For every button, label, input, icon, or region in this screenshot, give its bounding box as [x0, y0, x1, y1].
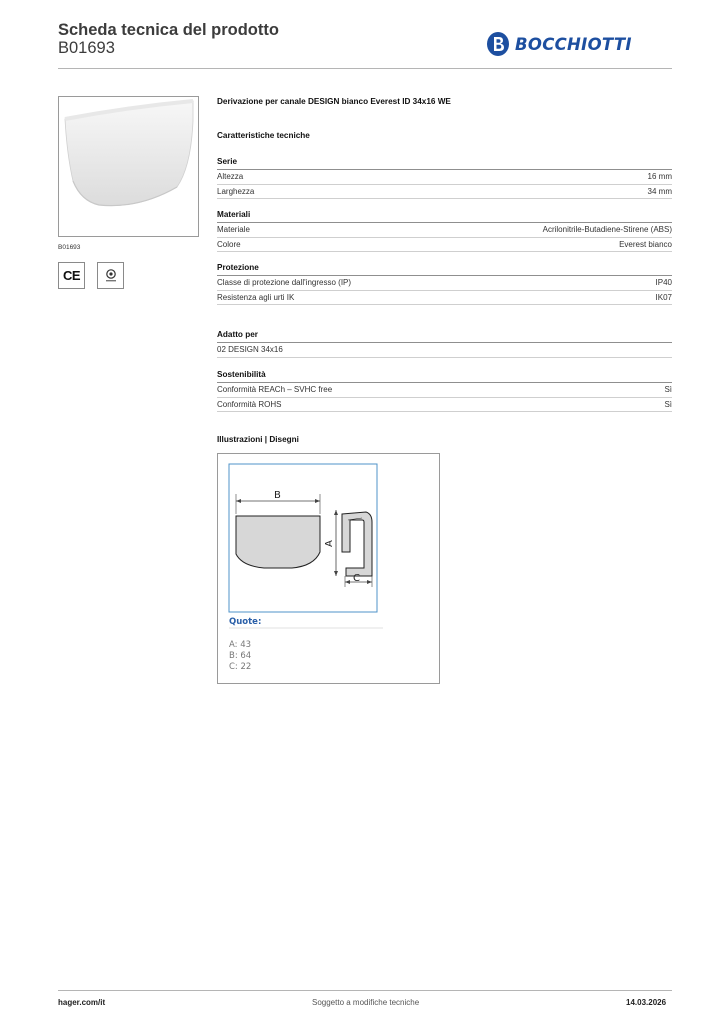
image-caption: B01693	[58, 244, 81, 251]
group-title: Materiali	[217, 209, 672, 223]
imq-mark	[97, 262, 124, 289]
specs-heading: Caratteristiche tecniche	[217, 131, 310, 140]
quote-title: Quote:	[229, 617, 262, 627]
group-title: Adatto per	[217, 329, 672, 343]
spec-value: Sì	[664, 385, 672, 394]
spec-label: Classe di protezione dall'ingresso (IP)	[217, 278, 352, 287]
spec-group-materiali	[217, 209, 672, 252]
dim-b-label: B	[274, 490, 281, 501]
brand-logo-icon	[486, 31, 510, 57]
technical-drawing	[217, 453, 440, 684]
imq-icon	[102, 267, 120, 285]
spec-row	[217, 343, 672, 358]
spec-value: Everest bianco	[619, 239, 672, 249]
page-title: Scheda tecnica del prodotto	[58, 21, 279, 39]
brand-name: BOCCHIOTTI	[515, 34, 632, 54]
footer-website-link[interactable]: hager.com/it	[58, 998, 106, 1007]
brand-logo	[486, 30, 666, 58]
spec-group-protezione	[217, 262, 672, 305]
spec-label: Colore	[217, 239, 241, 249]
spec-label: 02 DESIGN 34x16	[217, 345, 283, 354]
product-photo-icon	[59, 97, 198, 236]
dimension-drawing-icon	[218, 454, 439, 683]
product-description: Derivazione per canale DESIGN bianco Everest ID 34x16 WE	[217, 97, 451, 106]
spec-value: Acrilonitrile-Butadiene-Stirene (ABS)	[542, 225, 672, 234]
quote-c: C: 22	[229, 662, 252, 672]
dim-c-label: C	[353, 573, 360, 584]
footer-divider	[58, 990, 672, 991]
header-divider	[58, 68, 672, 69]
quote-a: A: 43	[229, 640, 252, 650]
illustrations-heading: Illustrazioni | Disegni	[217, 435, 299, 444]
spec-group-adatto	[217, 329, 672, 358]
spec-value: 16 mm	[647, 172, 672, 181]
footer-date: 14.03.2026	[626, 998, 667, 1007]
spec-label: Materiale	[217, 225, 250, 234]
product-image	[58, 96, 199, 237]
spec-row	[217, 276, 672, 291]
spec-label: Resistenza agli urti IK	[217, 292, 295, 302]
spec-value: IP40	[655, 278, 672, 287]
spec-row	[217, 291, 672, 306]
spec-group-serie	[217, 156, 672, 199]
spec-row	[217, 185, 672, 200]
spec-label: Conformità ROHS	[217, 399, 282, 409]
spec-label: Larghezza	[217, 186, 255, 196]
group-title: Sostenibilità	[217, 369, 672, 383]
spec-row	[217, 238, 672, 253]
product-code: B01693	[58, 39, 115, 57]
footer-note: Soggetto a modifiche tecniche	[312, 998, 420, 1007]
ce-mark-icon: CE	[58, 262, 85, 289]
spec-row	[217, 383, 672, 398]
spec-group-sostenibilita	[217, 369, 672, 412]
spec-label: Altezza	[217, 172, 244, 181]
spec-row	[217, 398, 672, 413]
group-title: Serie	[217, 156, 672, 170]
spec-value: IK07	[655, 292, 672, 302]
dim-a-label: A	[324, 540, 335, 547]
spec-row	[217, 223, 672, 238]
spec-value: Sì	[664, 399, 672, 409]
spec-value: 34 mm	[647, 186, 672, 196]
spec-label: Conformità REACh – SVHC free	[217, 385, 333, 394]
group-title: Protezione	[217, 262, 672, 276]
spec-row	[217, 170, 672, 185]
quote-b: B: 64	[229, 651, 252, 661]
